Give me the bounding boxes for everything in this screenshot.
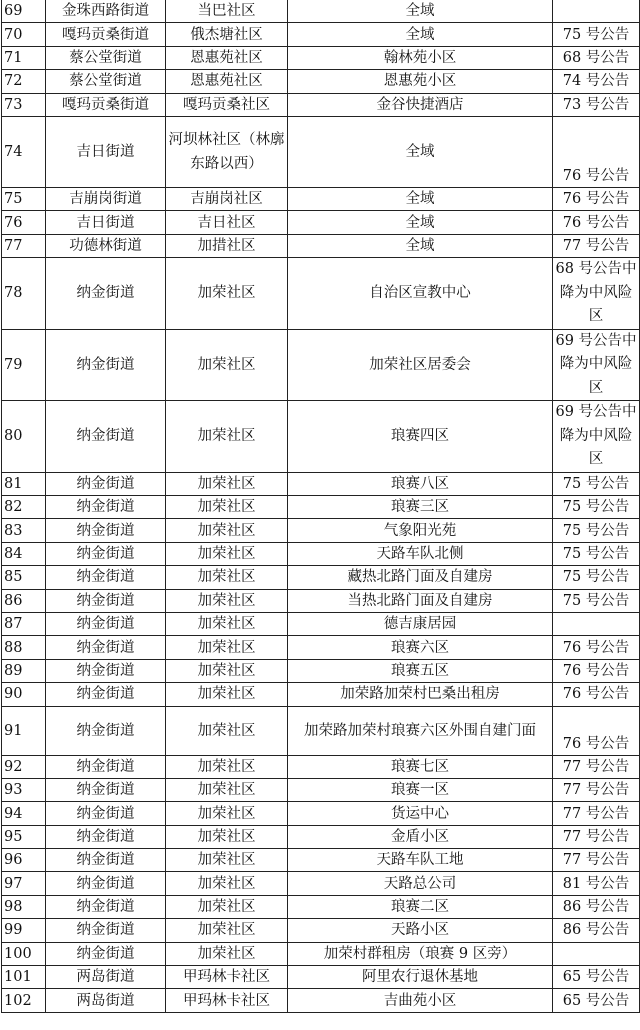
notice-ref: 68 号公告 <box>553 46 640 69</box>
row-number: 86 <box>2 589 46 612</box>
community-name: 加措社区 <box>166 234 288 257</box>
community-name: 加荣社区 <box>166 683 288 706</box>
community-name: 甲玛林卡社区 <box>166 989 288 1012</box>
area-name: 琅赛四区 <box>288 401 553 473</box>
notice-ref: 75 号公告 <box>553 566 640 589</box>
table-row <box>2 234 640 257</box>
notice-ref <box>553 942 640 965</box>
row-number: 90 <box>2 683 46 706</box>
table-row <box>2 258 640 330</box>
notice-ref: 76 号公告 <box>553 116 640 187</box>
table-row <box>2 0 640 23</box>
area-name: 全域 <box>288 211 553 234</box>
row-number: 82 <box>2 496 46 519</box>
area-name: 琅赛三区 <box>288 496 553 519</box>
community-name: 加荣社区 <box>166 566 288 589</box>
notice-ref: 75 号公告 <box>553 519 640 542</box>
community-name: 加荣社区 <box>166 755 288 778</box>
area-name: 吉曲苑小区 <box>288 989 553 1012</box>
community-name: 吉崩岗社区 <box>166 187 288 210</box>
row-number: 78 <box>2 258 46 330</box>
table-row <box>2 70 640 93</box>
street-name: 嘎玛贡桑街道 <box>46 23 166 46</box>
community-name: 加荣社区 <box>166 612 288 635</box>
table-row <box>2 542 640 565</box>
row-number: 94 <box>2 802 46 825</box>
community-name: 加荣社区 <box>166 519 288 542</box>
street-name: 纳金街道 <box>46 683 166 706</box>
area-name: 藏热北路门面及自建房 <box>288 566 553 589</box>
street-name: 纳金街道 <box>46 778 166 801</box>
area-name: 加荣路加荣村琅赛六区外围自建门面 <box>288 706 553 755</box>
street-name: 纳金街道 <box>46 472 166 495</box>
row-number: 75 <box>2 187 46 210</box>
row-number: 97 <box>2 872 46 895</box>
community-name: 当巴社区 <box>166 0 288 23</box>
notice-ref: 69 号公告中降为中风险区 <box>553 329 640 401</box>
community-name: 加荣社区 <box>166 329 288 401</box>
row-number: 91 <box>2 706 46 755</box>
row-number: 80 <box>2 401 46 473</box>
community-name: 加荣社区 <box>166 589 288 612</box>
area-name: 天路总公司 <box>288 872 553 895</box>
area-name: 天路车队工地 <box>288 849 553 872</box>
street-name: 两岛街道 <box>46 966 166 989</box>
row-number: 73 <box>2 93 46 116</box>
community-name: 加荣社区 <box>166 659 288 682</box>
notice-ref: 69 号公告中降为中风险区 <box>553 401 640 473</box>
community-name: 加荣社区 <box>166 258 288 330</box>
notice-ref: 75 号公告 <box>553 589 640 612</box>
community-name: 加荣社区 <box>166 496 288 519</box>
row-number: 98 <box>2 895 46 918</box>
area-name: 当热北路门面及自建房 <box>288 589 553 612</box>
row-number: 72 <box>2 70 46 93</box>
notice-ref: 86 号公告 <box>553 895 640 918</box>
area-name: 加荣社区居委会 <box>288 329 553 401</box>
row-number: 96 <box>2 849 46 872</box>
row-number: 76 <box>2 211 46 234</box>
area-name: 琅赛七区 <box>288 755 553 778</box>
area-name: 全域 <box>288 0 553 23</box>
street-name: 纳金街道 <box>46 566 166 589</box>
area-name: 加荣路加荣村巴桑出租房 <box>288 683 553 706</box>
street-name: 纳金街道 <box>46 895 166 918</box>
table-row <box>2 755 640 778</box>
area-name: 金谷快捷酒店 <box>288 93 553 116</box>
community-name: 恩惠苑社区 <box>166 46 288 69</box>
street-name: 纳金街道 <box>46 849 166 872</box>
area-name: 全域 <box>288 23 553 46</box>
community-name: 嘎玛贡桑社区 <box>166 93 288 116</box>
notice-ref <box>553 612 640 635</box>
area-name: 德吉康居园 <box>288 612 553 635</box>
street-name: 纳金街道 <box>46 825 166 848</box>
table-row <box>2 989 640 1012</box>
area-name: 恩惠苑小区 <box>288 70 553 93</box>
community-name: 加荣社区 <box>166 895 288 918</box>
area-name: 阿里农行退休基地 <box>288 966 553 989</box>
community-name: 加荣社区 <box>166 825 288 848</box>
notice-ref: 74 号公告 <box>553 70 640 93</box>
row-number: 70 <box>2 23 46 46</box>
row-number: 81 <box>2 472 46 495</box>
row-number: 87 <box>2 612 46 635</box>
area-name: 气象阳光苑 <box>288 519 553 542</box>
community-name: 加荣社区 <box>166 636 288 659</box>
table-row <box>2 825 640 848</box>
notice-ref: 75 号公告 <box>553 542 640 565</box>
street-name: 两岛街道 <box>46 989 166 1012</box>
street-name: 纳金街道 <box>46 542 166 565</box>
table-row <box>2 612 640 635</box>
street-name: 吉崩岗街道 <box>46 187 166 210</box>
notice-ref: 65 号公告 <box>553 989 640 1012</box>
notice-ref: 75 号公告 <box>553 472 640 495</box>
table-row <box>2 519 640 542</box>
row-number: 88 <box>2 636 46 659</box>
area-name: 货运中心 <box>288 802 553 825</box>
table-row <box>2 895 640 918</box>
community-name: 加荣社区 <box>166 472 288 495</box>
table-row <box>2 116 640 187</box>
street-name: 蔡公堂街道 <box>46 46 166 69</box>
table-row <box>2 187 640 210</box>
row-number: 85 <box>2 566 46 589</box>
notice-ref: 76 号公告 <box>553 211 640 234</box>
area-name: 金盾小区 <box>288 825 553 848</box>
notice-ref: 81 号公告 <box>553 872 640 895</box>
row-number: 83 <box>2 519 46 542</box>
community-name: 加荣社区 <box>166 401 288 473</box>
table-row <box>2 919 640 942</box>
table-row <box>2 683 640 706</box>
community-name: 加荣社区 <box>166 919 288 942</box>
street-name: 蔡公堂街道 <box>46 70 166 93</box>
table-row <box>2 329 640 401</box>
street-name: 纳金街道 <box>46 258 166 330</box>
table-row <box>2 636 640 659</box>
notice-ref: 73 号公告 <box>553 93 640 116</box>
row-number: 99 <box>2 919 46 942</box>
street-name: 纳金街道 <box>46 636 166 659</box>
area-name: 琅赛五区 <box>288 659 553 682</box>
street-name: 金珠西路街道 <box>46 0 166 23</box>
community-name: 加荣社区 <box>166 942 288 965</box>
area-name: 琅赛六区 <box>288 636 553 659</box>
table-row <box>2 46 640 69</box>
community-name: 甲玛林卡社区 <box>166 966 288 989</box>
street-name: 纳金街道 <box>46 496 166 519</box>
notice-ref: 76 号公告 <box>553 683 640 706</box>
street-name: 纳金街道 <box>46 329 166 401</box>
table-row <box>2 872 640 895</box>
community-name: 河坝林社区（林廓东路以西） <box>166 116 288 187</box>
street-name: 纳金街道 <box>46 519 166 542</box>
table-row <box>2 778 640 801</box>
notice-ref: 77 号公告 <box>553 234 640 257</box>
notice-ref: 76 号公告 <box>553 636 640 659</box>
street-name: 嘎玛贡桑街道 <box>46 93 166 116</box>
notice-ref: 76 号公告 <box>553 187 640 210</box>
street-name: 纳金街道 <box>46 942 166 965</box>
row-number: 102 <box>2 989 46 1012</box>
area-name: 琅赛二区 <box>288 895 553 918</box>
street-name: 纳金街道 <box>46 612 166 635</box>
area-name: 全域 <box>288 116 553 187</box>
area-name: 自治区宣教中心 <box>288 258 553 330</box>
row-number: 77 <box>2 234 46 257</box>
table-row <box>2 472 640 495</box>
row-number: 93 <box>2 778 46 801</box>
area-name: 翰林苑小区 <box>288 46 553 69</box>
table-row <box>2 849 640 872</box>
community-name: 加荣社区 <box>166 778 288 801</box>
community-name: 加荣社区 <box>166 849 288 872</box>
table-row <box>2 211 640 234</box>
street-name: 纳金街道 <box>46 659 166 682</box>
notice-ref: 75 号公告 <box>553 23 640 46</box>
notice-ref: 77 号公告 <box>553 825 640 848</box>
notice-ref: 77 号公告 <box>553 778 640 801</box>
table-row <box>2 802 640 825</box>
community-name: 加荣社区 <box>166 802 288 825</box>
community-name: 俄杰塘社区 <box>166 23 288 46</box>
street-name: 吉日街道 <box>46 116 166 187</box>
notice-ref: 77 号公告 <box>553 755 640 778</box>
row-number: 92 <box>2 755 46 778</box>
area-name: 天路小区 <box>288 919 553 942</box>
community-name: 加荣社区 <box>166 542 288 565</box>
street-name: 纳金街道 <box>46 802 166 825</box>
area-name: 全域 <box>288 234 553 257</box>
row-number: 69 <box>2 0 46 23</box>
table-row <box>2 589 640 612</box>
row-number: 71 <box>2 46 46 69</box>
notice-ref: 77 号公告 <box>553 849 640 872</box>
community-name: 吉日社区 <box>166 211 288 234</box>
table-row <box>2 966 640 989</box>
notice-ref <box>553 0 640 23</box>
area-name: 琅赛八区 <box>288 472 553 495</box>
notice-ref: 68 号公告中降为中风险区 <box>553 258 640 330</box>
table-row <box>2 23 640 46</box>
street-name: 功德林街道 <box>46 234 166 257</box>
row-number: 84 <box>2 542 46 565</box>
row-number: 79 <box>2 329 46 401</box>
street-name: 纳金街道 <box>46 706 166 755</box>
notice-ref: 76 号公告 <box>553 706 640 755</box>
street-name: 纳金街道 <box>46 401 166 473</box>
table-body <box>2 0 640 1012</box>
street-name: 纳金街道 <box>46 872 166 895</box>
notice-ref: 75 号公告 <box>553 496 640 519</box>
table-row <box>2 496 640 519</box>
community-name: 加荣社区 <box>166 872 288 895</box>
street-name: 纳金街道 <box>46 589 166 612</box>
table-row <box>2 401 640 473</box>
area-name: 琅赛一区 <box>288 778 553 801</box>
community-name: 恩惠苑社区 <box>166 70 288 93</box>
table-row <box>2 659 640 682</box>
row-number: 74 <box>2 116 46 187</box>
table-row <box>2 706 640 755</box>
area-name: 加荣村群租房（琅赛 9 区旁） <box>288 942 553 965</box>
street-name: 纳金街道 <box>46 755 166 778</box>
notice-ref: 65 号公告 <box>553 966 640 989</box>
row-number: 100 <box>2 942 46 965</box>
risk-area-table <box>1 0 640 1013</box>
street-name: 纳金街道 <box>46 919 166 942</box>
table-row <box>2 566 640 589</box>
area-name: 全域 <box>288 187 553 210</box>
notice-ref: 76 号公告 <box>553 659 640 682</box>
row-number: 101 <box>2 966 46 989</box>
community-name: 加荣社区 <box>166 706 288 755</box>
street-name: 吉日街道 <box>46 211 166 234</box>
table-row <box>2 93 640 116</box>
row-number: 89 <box>2 659 46 682</box>
notice-ref: 77 号公告 <box>553 802 640 825</box>
row-number: 95 <box>2 825 46 848</box>
table-row <box>2 942 640 965</box>
notice-ref: 86 号公告 <box>553 919 640 942</box>
area-name: 天路车队北侧 <box>288 542 553 565</box>
